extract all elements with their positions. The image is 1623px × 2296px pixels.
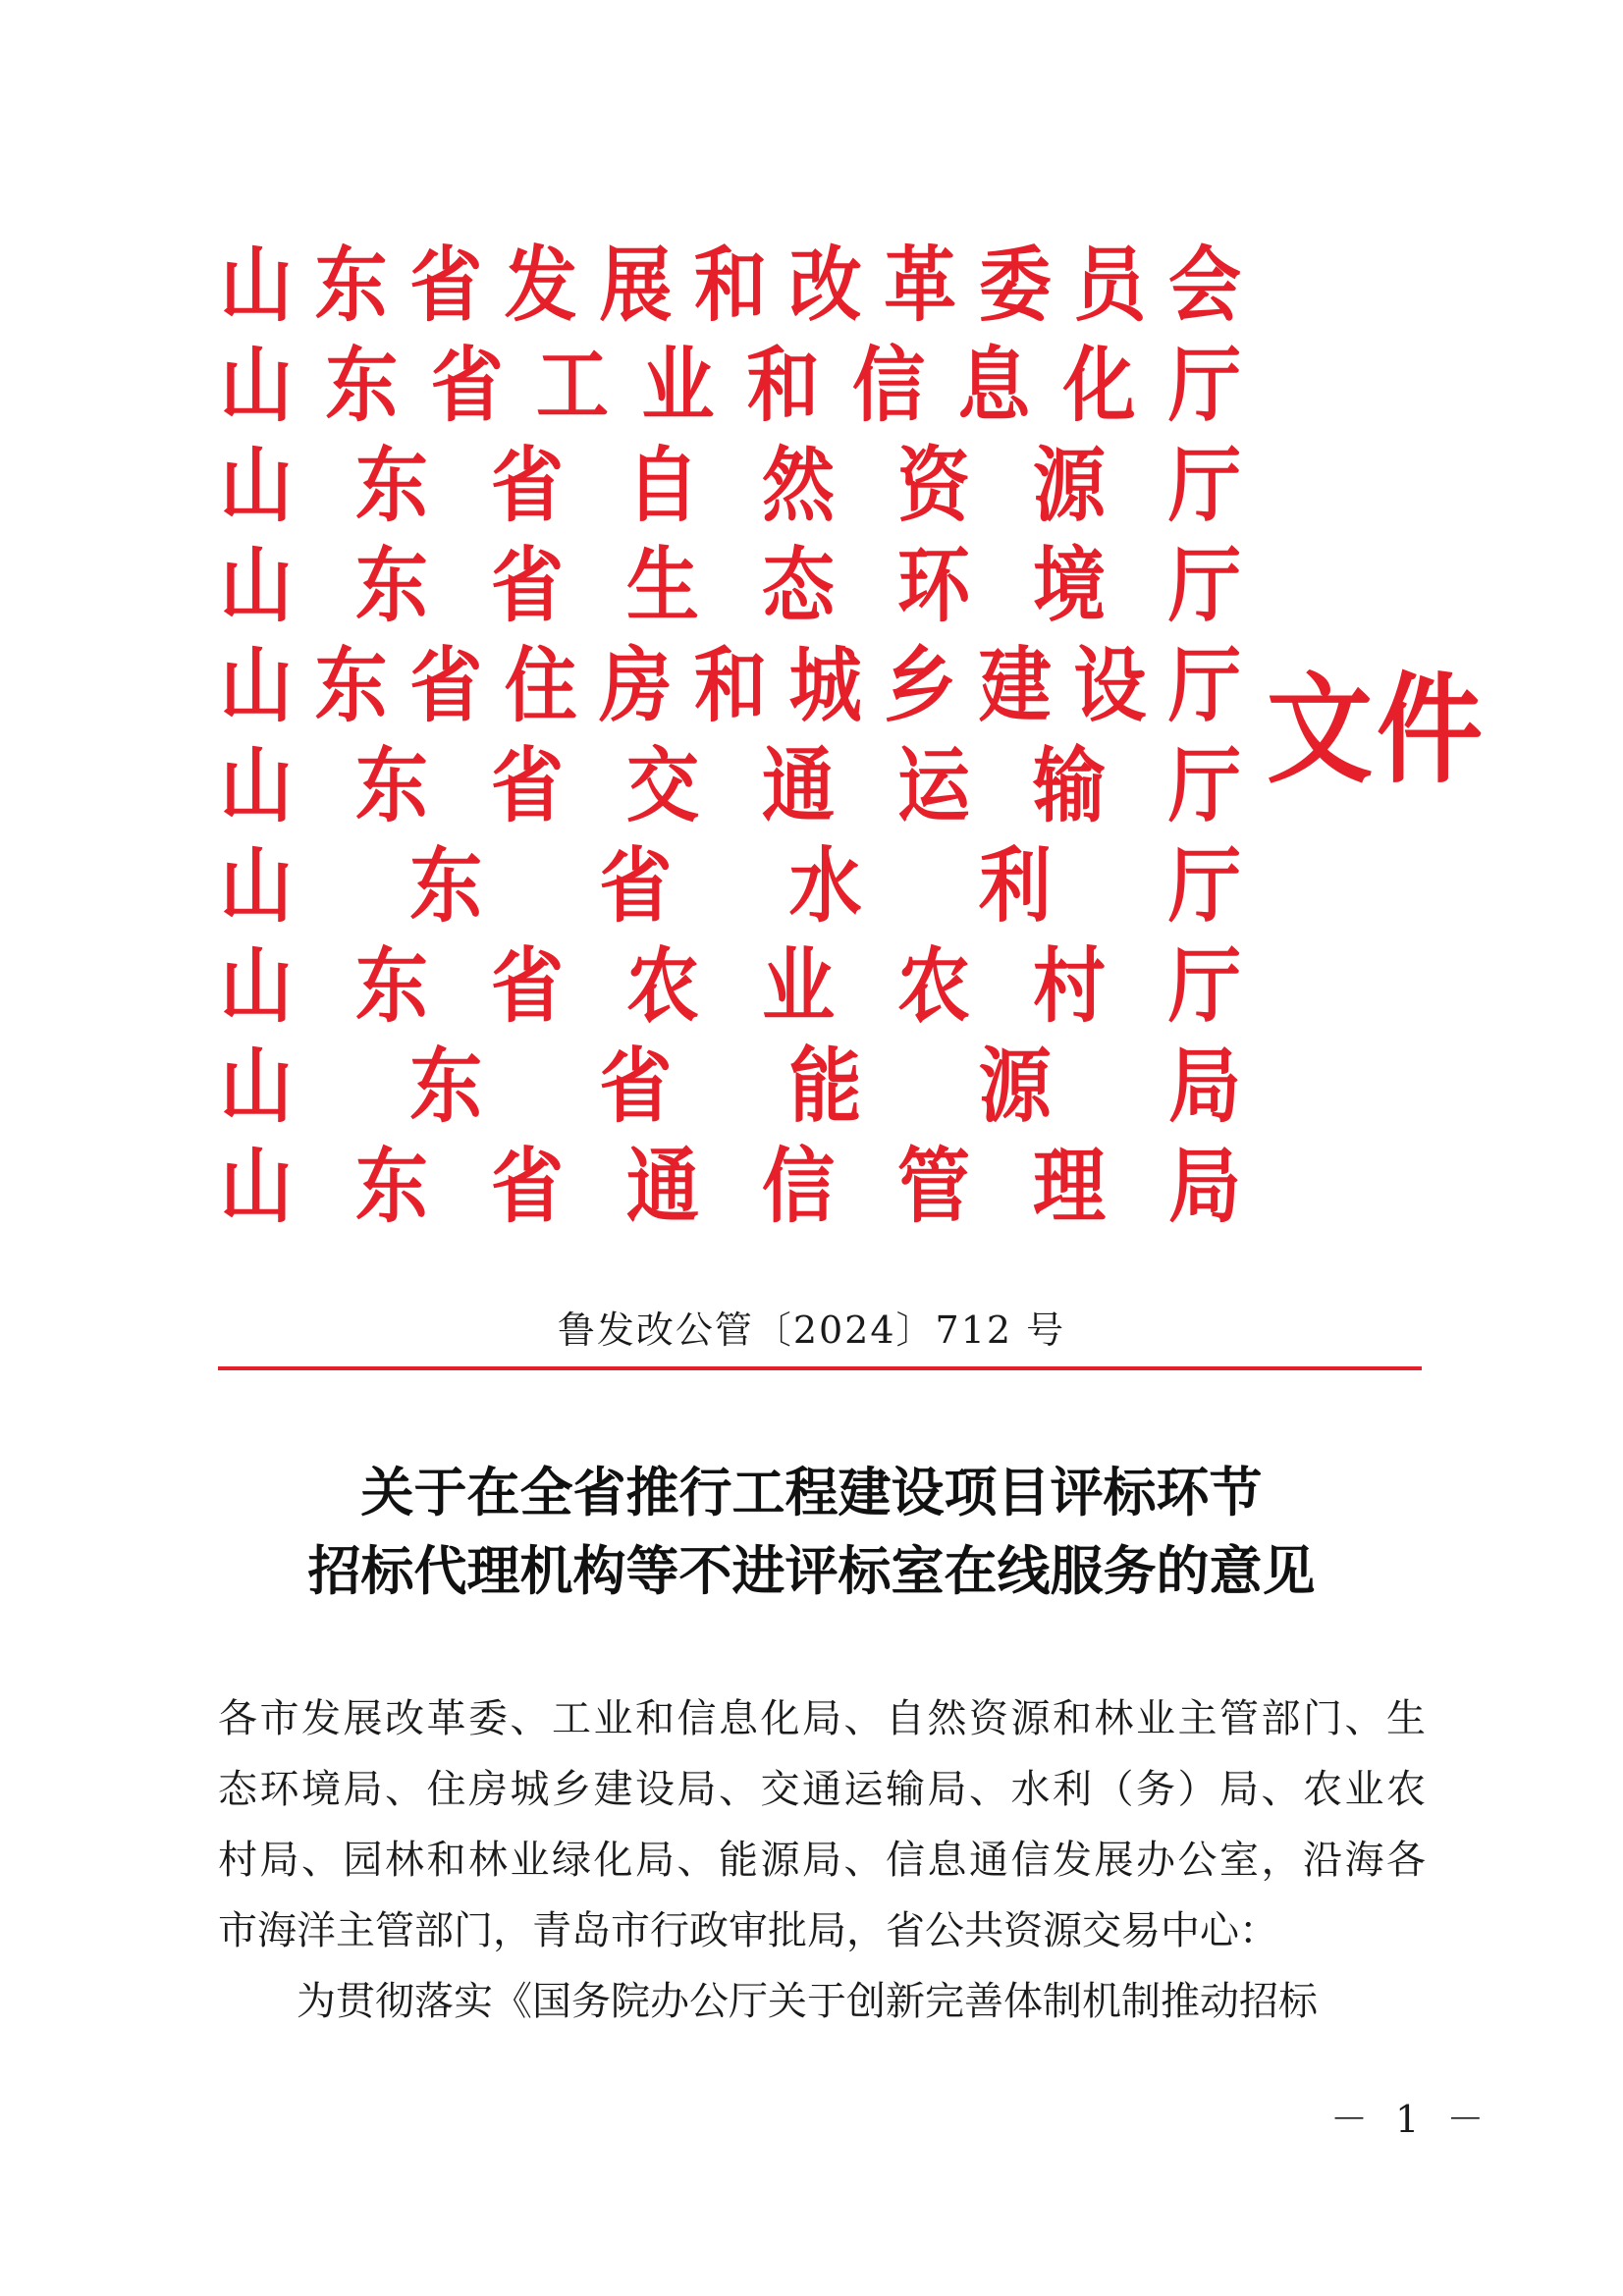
- masthead-char: 员: [1073, 238, 1147, 334]
- masthead-org-row: [220, 536, 1241, 636]
- document-number: 鲁发改公管〔2024〕712 号: [557, 1308, 1066, 1352]
- masthead-char: 发: [504, 238, 577, 334]
- masthead-char: 源: [978, 1039, 1052, 1135]
- masthead-char: 东: [355, 1139, 428, 1235]
- masthead-char: 通: [762, 738, 835, 834]
- masthead-char: 山: [220, 738, 293, 834]
- masthead-char: 会: [1167, 238, 1241, 334]
- masthead-char: 厅: [1168, 438, 1241, 534]
- masthead-org-row: [220, 836, 1241, 936]
- masthead-char: 环: [897, 538, 970, 634]
- masthead-char: 东: [409, 838, 483, 934]
- masthead-char: 自: [626, 438, 699, 534]
- masthead-char: 城: [788, 638, 862, 734]
- masthead-char: 省: [491, 738, 564, 834]
- masthead-char: 运: [897, 738, 970, 834]
- masthead-char: 厅: [1167, 338, 1241, 434]
- masthead-org-row: [220, 236, 1241, 336]
- masthead-char: 厅: [1167, 638, 1241, 734]
- masthead-char: 东: [355, 938, 428, 1035]
- masthead-char: 东: [314, 638, 388, 734]
- masthead-char: 山: [220, 438, 293, 534]
- masthead-char: 交: [626, 738, 699, 834]
- masthead-char: 信: [762, 1139, 835, 1235]
- masthead-char: 山: [220, 238, 293, 334]
- masthead-char: 境: [1033, 538, 1106, 634]
- masthead-char: 局: [1167, 1039, 1241, 1135]
- red-divider-line: [218, 1366, 1422, 1370]
- masthead-org-row: [220, 936, 1241, 1037]
- masthead-char: 东: [409, 1039, 483, 1135]
- masthead-char: 东: [355, 738, 428, 834]
- masthead-char: 山: [220, 538, 293, 634]
- masthead-char: 信: [851, 338, 925, 434]
- masthead-char: 化: [1062, 338, 1136, 434]
- masthead-char: 农: [626, 938, 699, 1035]
- page-number: － 1 －: [1330, 2098, 1492, 2141]
- masthead-char: 省: [491, 938, 564, 1035]
- masthead-char: 和: [693, 638, 767, 734]
- masthead-char: 工: [535, 338, 609, 434]
- addressee-line: 市海洋主管部门，青岛市行政审批局，省公共资源交易中心：: [218, 1908, 1278, 1953]
- masthead-org-row: [220, 1137, 1241, 1237]
- masthead-org-row: [220, 636, 1241, 736]
- title-line-1: 关于在全省推行工程建设项目评标环节: [360, 1461, 1263, 1523]
- masthead-char: 山: [220, 1039, 293, 1135]
- masthead-char: 乡: [884, 638, 957, 734]
- masthead-char: 利: [978, 838, 1052, 934]
- masthead-char: 局: [1168, 1139, 1241, 1235]
- masthead-char: 改: [788, 238, 862, 334]
- masthead-char: 省: [599, 1039, 673, 1135]
- masthead-char: 态: [762, 538, 835, 634]
- document-body: [218, 1683, 1426, 2037]
- masthead-char: 厅: [1168, 938, 1241, 1035]
- masthead-char: 住: [504, 638, 577, 734]
- masthead-char: 厅: [1168, 738, 1241, 834]
- masthead-char: 山: [220, 1139, 293, 1235]
- masthead-char: 厅: [1168, 538, 1241, 634]
- masthead-char: 农: [897, 938, 970, 1035]
- masthead-char: 东: [325, 338, 399, 434]
- masthead-char: 展: [599, 238, 673, 334]
- masthead-char: 东: [314, 238, 388, 334]
- masthead-char: 省: [409, 238, 483, 334]
- masthead-char: 东: [355, 538, 428, 634]
- masthead-org-row: [220, 1037, 1241, 1137]
- masthead-issuing-authorities: [220, 236, 1241, 1237]
- masthead-char: 资: [897, 438, 970, 534]
- body-paragraph: 为贯彻落实《国务院办公厅关于创新完善体制机制推动招标: [297, 1979, 1318, 2024]
- title-line-2: 招标代理机构等不进评标室在线服务的意见: [307, 1539, 1316, 1602]
- masthead-document-suffix: 文件: [1267, 662, 1488, 800]
- masthead-char: 水: [788, 838, 862, 934]
- masthead-char: 建: [978, 638, 1052, 734]
- masthead-char: 通: [626, 1139, 699, 1235]
- masthead-char: 省: [491, 438, 564, 534]
- masthead-char: 和: [693, 238, 767, 334]
- masthead-char: 业: [762, 938, 835, 1035]
- masthead-char: 设: [1073, 638, 1147, 734]
- masthead-org-row: [220, 736, 1241, 836]
- masthead-char: 省: [430, 338, 504, 434]
- masthead-char: 省: [409, 638, 483, 734]
- masthead-char: 理: [1033, 1139, 1106, 1235]
- addressee-line: 各市发展改革委、工业和信息化局、自然资源和林业主管部门、生: [218, 1696, 1426, 1741]
- masthead-char: 能: [788, 1039, 862, 1135]
- masthead-char: 息: [957, 338, 1031, 434]
- masthead-char: 革: [884, 238, 957, 334]
- masthead-char: 生: [626, 538, 699, 634]
- masthead-char: 输: [1033, 738, 1106, 834]
- masthead-char: 东: [355, 438, 428, 534]
- masthead-char: 管: [897, 1139, 970, 1235]
- addressee-line: 态环境局、住房城乡建设局、交通运输局、水利（务）局、农业农: [218, 1767, 1426, 1812]
- masthead-char: 然: [762, 438, 835, 534]
- masthead-char: 山: [220, 338, 293, 434]
- masthead-org-row: [220, 436, 1241, 536]
- masthead-char: 房: [599, 638, 673, 734]
- masthead-char: 山: [220, 938, 293, 1035]
- document-title: [0, 1453, 1623, 1610]
- masthead-char: 省: [599, 838, 673, 934]
- masthead-org-row: [220, 336, 1241, 436]
- masthead-char: 委: [978, 238, 1052, 334]
- masthead-char: 山: [220, 838, 293, 934]
- masthead-char: 厅: [1167, 838, 1241, 934]
- masthead-char: 山: [220, 638, 293, 734]
- masthead-char: 业: [641, 338, 715, 434]
- masthead-char: 省: [491, 538, 564, 634]
- masthead-char: 源: [1033, 438, 1106, 534]
- masthead-char: 村: [1033, 938, 1106, 1035]
- masthead-char: 省: [491, 1139, 564, 1235]
- masthead-char: 和: [746, 338, 820, 434]
- addressee-line: 村局、园林和林业绿化局、能源局、信息通信发展办公室，沿海各: [218, 1838, 1426, 1883]
